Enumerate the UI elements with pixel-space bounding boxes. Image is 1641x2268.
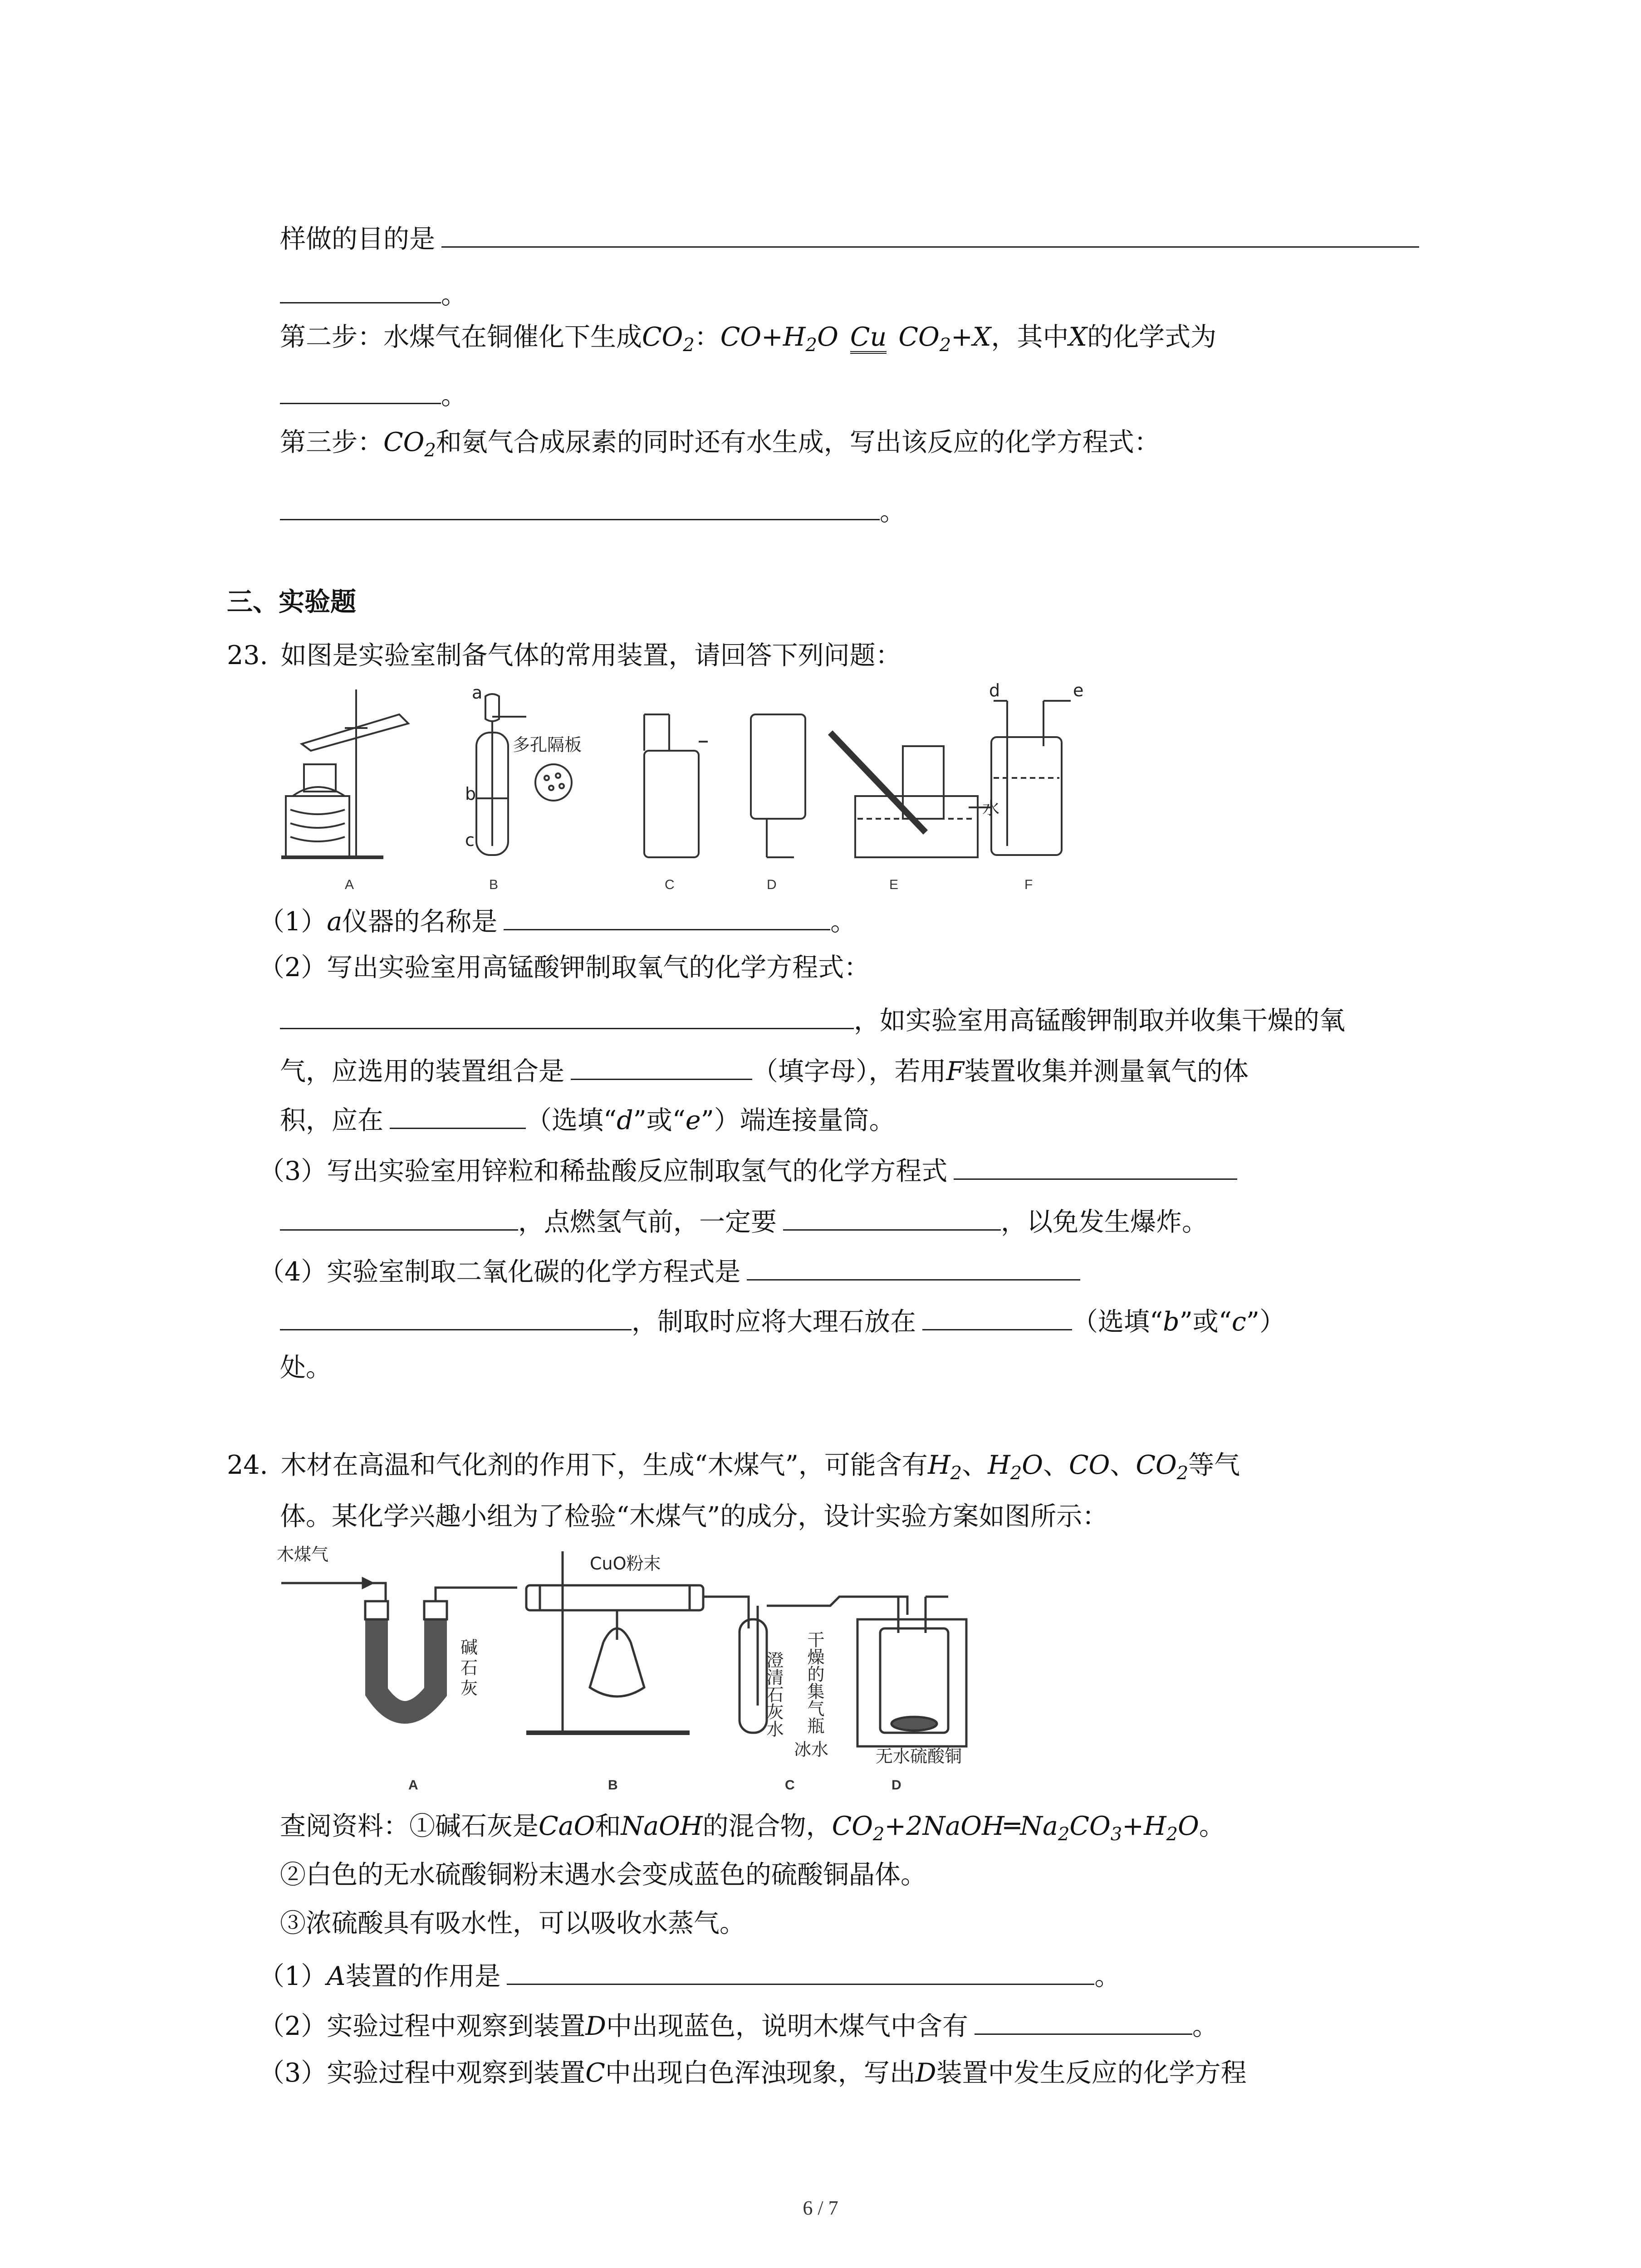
answer-blank[interactable]: [954, 1152, 1237, 1180]
q23-part4-line1: （4）实验室制取二氧化碳的化学方程式是: [259, 1253, 1080, 1288]
label-dry-bottle: 干燥的集气瓶: [804, 1631, 824, 1734]
q24-stem-line2: 体。某化学兴趣小组为了检验“木煤气”的成分，设计实验方案如图所示：: [280, 1501, 1108, 1531]
question-number: 23.: [227, 640, 268, 670]
answer-line-step3: 。: [280, 493, 906, 528]
fig-label-C: C: [785, 1778, 795, 1793]
q24-reference-1: 查阅资料：①碱石灰是CaO和NaOH的混合物，$CO_2+2NaOH═Na_2CO_3+H_2O$。: [280, 1811, 1225, 1845]
fig-label-B: B: [608, 1778, 618, 1793]
answer-blank[interactable]: [390, 1101, 526, 1129]
answer-line-purpose-cont: 。: [280, 276, 467, 311]
label-limewater: 澄清石灰水: [764, 1651, 784, 1737]
answer-blank[interactable]: [504, 903, 830, 930]
svg-text:石: 石: [460, 1658, 478, 1678]
label-d: d: [989, 683, 1000, 700]
label-a: a: [472, 683, 483, 703]
step3-line: 第三步：$CO_2$和氨气合成尿素的同时还有水生成，写出该反应的化学方程式：: [280, 427, 1160, 461]
answer-blank[interactable]: [975, 2007, 1192, 2035]
answer-line-x: 。: [280, 376, 467, 412]
answer-blank[interactable]: [280, 276, 441, 303]
q23-part2-line2: ，如实验室用高锰酸钾制取并收集干燥的氧: [280, 1002, 1345, 1037]
step2-line: 第二步：水煤气在铜催化下生成$CO_2$：$CO+H_2O$ Cu $CO_2+X$，其中X的化学式为: [280, 322, 1217, 356]
q23-part2-line4: 积，应在 （选填“d”或“e”）端连接量筒。: [280, 1101, 895, 1137]
answer-blank[interactable]: [280, 1203, 518, 1231]
catalyst-cu: Cu: [850, 324, 887, 354]
q24-reference-3: ③浓硫酸具有吸水性，可以吸收水蒸气。: [280, 1908, 745, 1938]
q23-part4-line3: 处。: [280, 1353, 332, 1383]
q24-sub2: （2）实验过程中观察到装置D中出现蓝色，说明木煤气中含有 。: [259, 2007, 1218, 2043]
text-purpose-prefix: 样做的目的是: [280, 224, 435, 254]
answer-blank[interactable]: [783, 1203, 1001, 1231]
question-number: 24.: [227, 1450, 268, 1480]
answer-blank[interactable]: [747, 1253, 1080, 1281]
q23-part2-line3: 气，应选用的装置组合是 （填字母），若用F装置收集并测量氧气的体: [280, 1052, 1249, 1088]
fig-label-E: E: [889, 877, 899, 892]
answer-blank[interactable]: [922, 1303, 1072, 1330]
q23-stem: 23. 如图是实验室制备气体的常用装置，请回答下列问题：: [227, 640, 901, 670]
answer-blank[interactable]: [280, 493, 880, 520]
label-ice-water: 冰水: [794, 1740, 829, 1760]
q24-stem-line1: 24. 木材在高温和气化剂的作用下，生成“木煤气”，可能含有$H_2$、$H_2O$、CO、$CO_2$等气: [227, 1450, 1240, 1484]
page-number: 6 / 7: [803, 2197, 838, 2219]
label-e: e: [1073, 683, 1084, 700]
fig-label-F: F: [1024, 877, 1033, 892]
q23-apparatus-figure: [272, 683, 1093, 896]
q23-part4-line2: ，制取时应将大理石放在 （选填“b”或“c”）: [280, 1303, 1285, 1338]
fig-label-C: C: [665, 877, 675, 892]
label-cuo-powder: CuO粉末: [590, 1554, 661, 1574]
answer-blank[interactable]: [280, 376, 441, 404]
label-wood-gas: 木煤气: [277, 1545, 329, 1564]
fig-label-A: A: [345, 877, 354, 892]
fig-label-B: B: [489, 877, 499, 892]
fig-label-D: D: [767, 877, 777, 892]
q24-sub1: （1）A装置的作用是 。: [259, 1957, 1120, 1993]
section-heading: 三、实验题: [227, 587, 356, 617]
answer-blank[interactable]: [571, 1052, 752, 1080]
q23-part1: （1）a仪器的名称是 。: [259, 903, 856, 938]
label-anhydrous-cuso4: 无水硫酸铜: [876, 1746, 962, 1766]
fig-label-D: D: [892, 1778, 901, 1793]
answer-blank[interactable]: [441, 220, 1419, 248]
answer-blank[interactable]: [507, 1957, 1094, 1985]
answer-line-purpose: [280, 220, 1419, 255]
q24-sub3: （3）实验过程中观察到装置C中出现白色浑浊现象，写出D装置中发生反应的化学方程: [259, 2058, 1247, 2088]
q24-apparatus-figure: [272, 1542, 998, 1796]
label-c: c: [465, 830, 475, 850]
answer-blank[interactable]: [280, 1303, 632, 1330]
svg-text:灰: 灰: [460, 1678, 478, 1698]
q23-part3-line2: ，点燃氢气前，一定要 ，以免发生爆炸。: [280, 1203, 1208, 1238]
answer-blank[interactable]: [280, 1002, 854, 1029]
label-b: b: [465, 784, 476, 804]
q24-reference-2: ②白色的无水硫酸铜粉末遇水会变成蓝色的硫酸铜晶体。: [280, 1860, 926, 1890]
q23-part2-line1: （2）写出实验室用高锰酸钾制取氧气的化学方程式：: [259, 953, 870, 982]
label-water: 水: [982, 798, 1000, 818]
svg-text:碱: 碱: [460, 1637, 478, 1657]
fig-label-A: A: [408, 1778, 418, 1793]
q23-part3-line1: （3）写出实验室用锌粒和稀盐酸反应制取氢气的化学方程式: [259, 1152, 1237, 1188]
label-porous-plate: 多孔隔板: [513, 735, 582, 755]
